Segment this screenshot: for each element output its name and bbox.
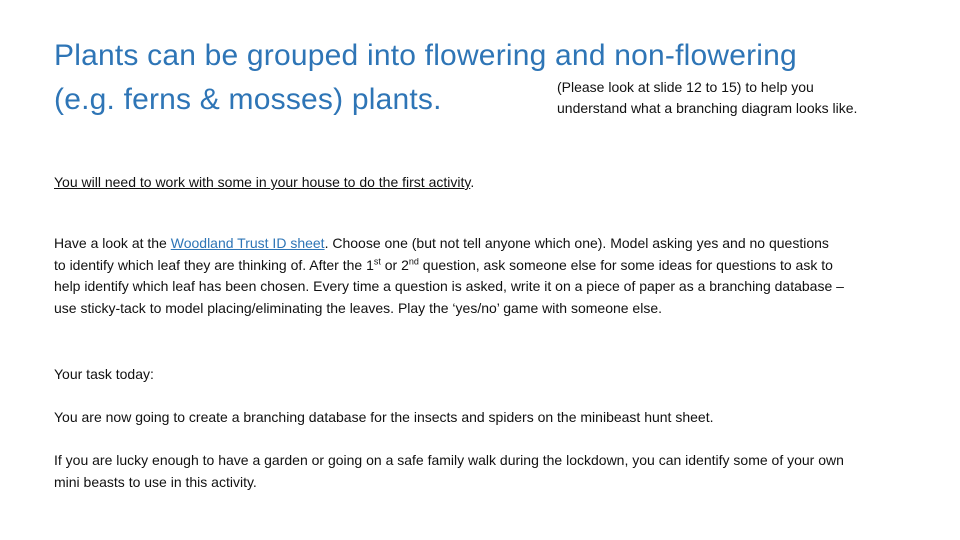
activity-text-part-2: or 2 xyxy=(380,256,409,273)
activity-superscript-2: nd xyxy=(408,255,419,266)
instruction-end: . xyxy=(470,174,475,190)
activity-paragraph xyxy=(54,233,844,319)
activity-intro: Have a look at the xyxy=(54,235,171,251)
activity-text-part-3: question, ask someone else for some ideas for questions to ask to help identify which leaf has been chosen. Every time a question is asked, write it on a piece of paper as a branching database – use sticky-tack to model placing/eliminating the leaves. Play the ‘yes/no’ game with someone else. xyxy=(54,256,844,316)
slide-title-line-1: Plants can be grouped into flowering and non-flowering xyxy=(54,39,797,72)
task-heading: Your task today: xyxy=(54,366,154,382)
instruction-underlined-text: You will need to work with some in your house to do the first activity xyxy=(54,174,471,190)
slide-reference-note: (Please look at slide 12 to 15) to help you understand what a branching diagram looks like. xyxy=(557,79,858,116)
instruction-paragraph xyxy=(54,172,844,194)
extra-activity-text: If you are lucky enough to have a garden or going on a safe family walk during the lockdown, you can identify some of your own mini beasts to use in this activity. xyxy=(54,452,844,490)
task-text: You are now going to create a branching database for the insects and spiders on the minibeast hunt sheet. xyxy=(54,409,714,425)
woodland-trust-id-sheet-link[interactable]: Woodland Trust ID sheet xyxy=(170,235,325,251)
activity-superscript-1: st xyxy=(373,255,381,266)
slide-title-line-2: (e.g. ferns & mosses) plants. xyxy=(54,83,442,116)
activity-text-part-1: . Choose one (but not tell anyone which one). Model asking yes and no questions to identify which leaf they are thinking of. After the 1 xyxy=(54,235,829,273)
